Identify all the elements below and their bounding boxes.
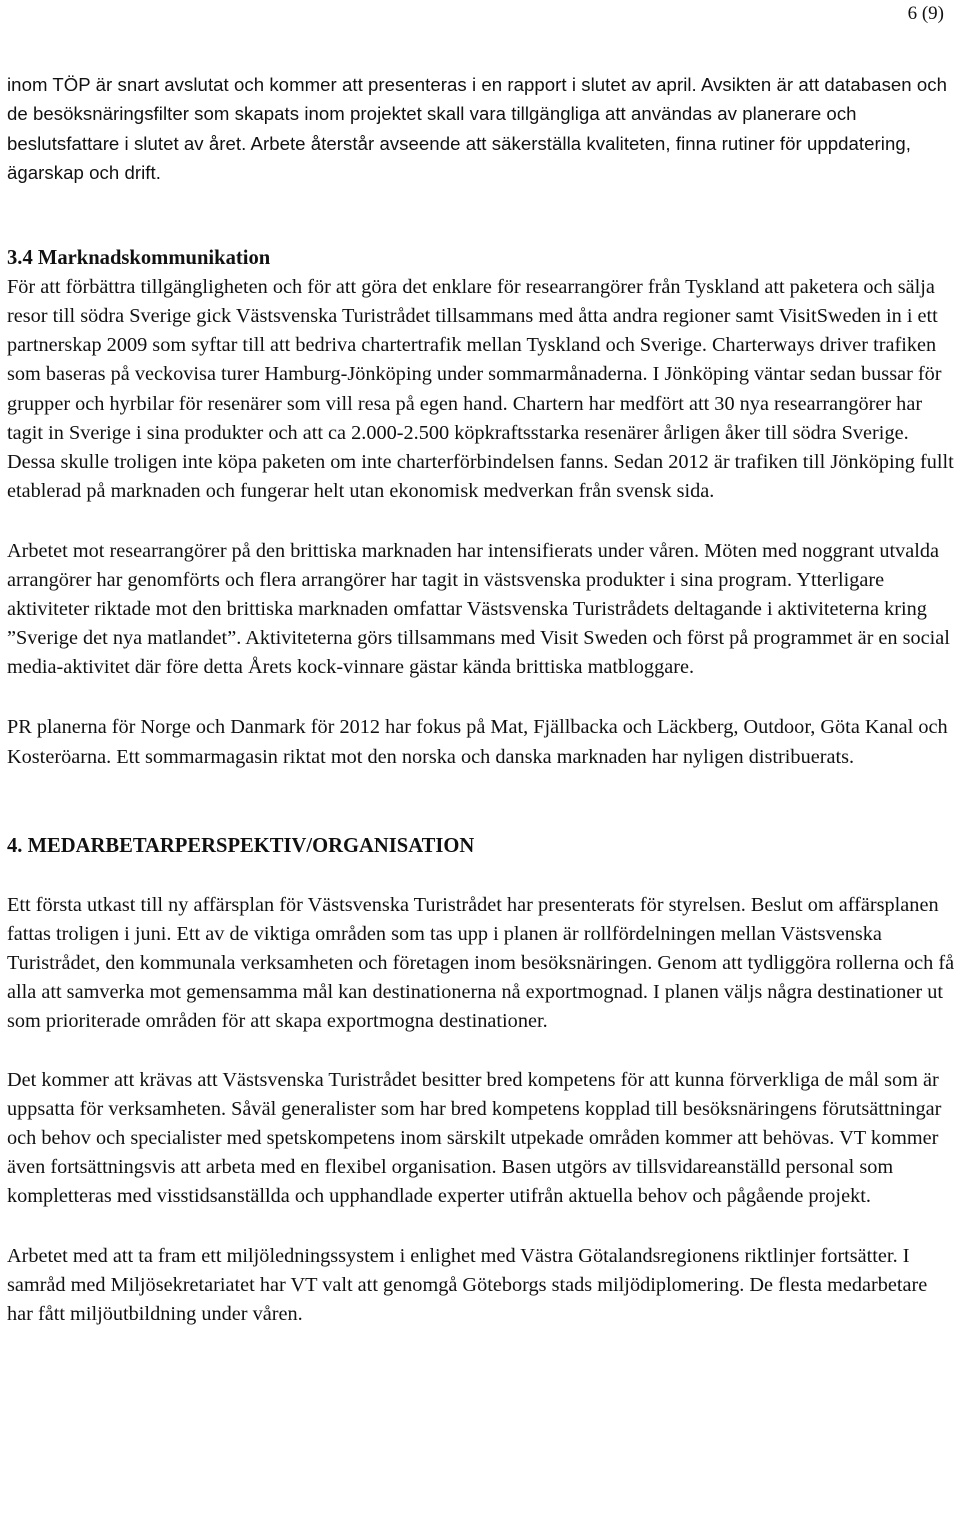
- section-3-4-paragraph-3: PR planerna för Norge och Danmark för 2012 har fokus på Mat, Fjällbacka och Läckberg, Outdoor, Göta Kanal och Kosteröarna. Ett sommarmagasin riktat mot den norska och danska marknaden har nyligen distribuerats.: [7, 716, 948, 768]
- section-4-paragraph-1: Ett första utkast till ny affärsplan för Västsvenska Turistrådet har presenterats för styrelsen. Beslut om affärsplanen fattas troligen i juni. Ett av de viktiga områden som tas upp i planen är rollfördelningen mellan Västsvenska Turistrådet, den kommunala verksamheten och företagen inom besöksnäringen. Genom att tydliggöra rollerna och få alla att samverka mot gemensamma mål kan destinationerna nå exportmognad. I planen väljs några destinationer ut som prioriterade områden för att skapa exportmogna destinationer.: [7, 893, 955, 1032]
- page-content: [7, 70, 957, 1329]
- section-3-4-paragraph-2: Arbetet mot researrangörer på den brittiska marknaden har intensifierats under våren. Möten med noggrant utvalda arrangörer har genomförts och flera arrangörer har tagit in västsvenska produkter i sina program. Ytterligare aktiviteter riktade mot den brittiska marknaden omfattar Västsvenska Turistrådets deltagande i aktiviteterna kring ”Sverige det nya matlandet”. Aktiviteterna görs tillsammans med Visit Sweden och först på programmet är en social media-aktivitet där före detta Årets kock-vinnare gästar kända brittiska matbloggare.: [7, 539, 950, 679]
- intro-paragraph: inom TÖP är snart avslutat och kommer att presenteras i en rapport i slutet av april. Avsikten är att databasen och de besöksnäringsfilter som skapats inom projektet skall vara tillgängliga att användas av planerare och beslutsfattare i slutet av året. Arbete återstår avseende att säkerställa kvaliteten, finna rutiner för uppdatering, ägarskap och drift.: [7, 74, 948, 183]
- section-4-paragraph-3: Arbetet med att ta fram ett miljöledningssystem i enlighet med Västra Götalandsregionens riktlinjer fortsätter. I samråd med Miljösekretariatet har VT valt att genomgå Göteborgs stads miljödiplomering. De flesta medarbetare har fått miljöutbildning under våren.: [7, 1244, 928, 1325]
- section-3-4-paragraph-1: För att förbättra tillgängligheten och för att göra det enklare för researrangörer från Tyskland att paketera och sälja resor till södra Sverige gick Västsvenska Turistrådet tillsammans med åtta andra regioner samt VisitSweden in i ett partnerskap 2009 som syftar till att bedriva chartertrafik mellan Tyskland och Sverige. Charterways driver trafiken som baseras på veckovisa turer Hamburg-Jönköping under sommarmånaderna. I Jönköping väntar sedan bussar för grupper och hyrbilar för resenärer som vill resa på egen hand. Chartern har medfört att 30 nya researrangörer har tagit in Sverige i sina produkter och att ca 2.000-2.500 köpkraftsstarka resenärer årligen åker till södra Sverige. Dessa skulle troligen inte köpa paketen om inte charterförbindelsen fanns. Sedan 2012 är trafiken till Jönköping fullt etablerad på marknaden och fungerar helt utan ekonomisk medverkan från svensk sida.: [7, 276, 954, 502]
- section-4-paragraph-2: Det kommer att krävas att Västsvenska Turistrådet besitter bred kompetens för att kunna förverkliga de mål som är uppsatta för verksamheten. Såväl generalister som har bred kompetens kopplad till besöksnäringens förutsättningar och behov och specialister med spetskompetens inom särskilt utpekade områden kommer att behövas. VT kommer även fortsättningsvis att arbeta med en flexibel organisation. Basen utgörs av tillsvidareanställd personal som kompletteras med visstidsanställda och upphandlade experter utifrån aktuella behov och pågående projekt.: [7, 1069, 942, 1208]
- section-heading-4: 4. MEDARBETARPERSPEKTIV/ORGANISATION: [7, 834, 475, 857]
- page-number: 6 (9): [907, 3, 944, 24]
- section-heading-3-4: 3.4 Marknadskommunikation: [7, 247, 271, 270]
